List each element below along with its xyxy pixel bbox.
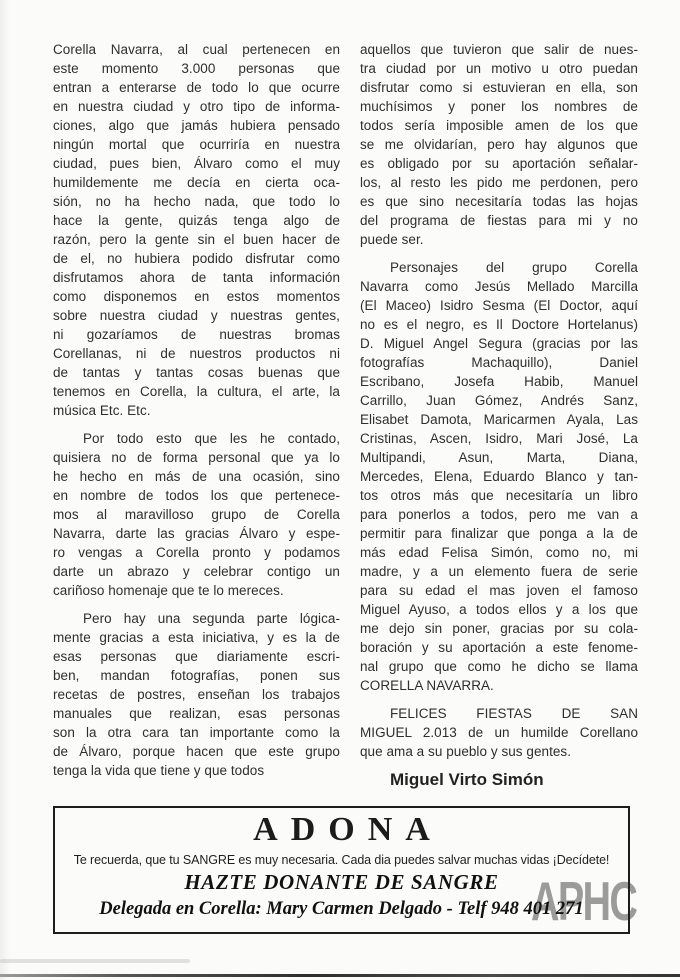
text-line: disfrutar como si estuvieran en ella, son (360, 80, 638, 95)
text-line: Cristinas, Ascen, Isidro, Mari José, La (360, 431, 638, 446)
text-line: de Álvaro, porque hacen que este grupo (53, 744, 340, 759)
text-line: ningún mortal que ocurriría en nuestra (53, 137, 340, 152)
text-line: se me olvidarían, pero hay algunos que (360, 137, 638, 152)
text-line: para ponerlos a todos, pero me van a (360, 507, 638, 522)
text-line: del programa de fiestas para mi y no (360, 213, 638, 228)
text-line: boración y su aportación a este fenome- (360, 640, 638, 655)
text-line: Multipandi, Asun, Marta, Diana, (360, 450, 638, 465)
text-line: tos otros más que necesitaría un libro (360, 488, 638, 503)
text-line: muchísimos y poner los nombres de (360, 99, 638, 114)
text-line: que ama a su pueblo y sus gentes. (360, 744, 572, 759)
text-line: recetas de postres, enseñan los trabajos (53, 687, 340, 702)
paragraph (53, 429, 340, 600)
text-line: Corella Navarra, al cual pertenecen en (53, 42, 340, 57)
text-line: es obligado por su aportación señalar- (360, 156, 638, 171)
text-line: sobre nuestra ciudad y nuestras gentes, (53, 308, 340, 323)
text-line: MIGUEL 2.013 de un humilde Corellano (360, 725, 638, 740)
text-line: ro vengas a Corella pronto y podamos (53, 545, 340, 560)
author-signature: Miguel Virto Simón (390, 770, 544, 789)
text-line: Navarra, darte las gracias Álvaro y espe- (53, 526, 340, 541)
text-line: CORELLA NAVARRA. (360, 678, 494, 693)
text-line: ni gozaríamos de nuestras bromas (53, 327, 340, 342)
text-line: tra ciudad por un motivo u otro puedan (360, 61, 638, 76)
text-line: en nuestra ciudad y otro tipo de informa- (53, 99, 340, 114)
text-line: como disponemos en estos momentos (53, 289, 340, 304)
text-line: FELICES FIESTAS DE SAN (390, 706, 638, 721)
text-line: son la otra cara tan importante como la (53, 725, 340, 740)
text-line: este momento 3.000 personas que (53, 61, 340, 76)
paragraph (360, 258, 638, 695)
text-line: música Etc. Etc. (53, 403, 151, 418)
text-line: Carrillo, Juan Gómez, Andrés Sanz, (360, 393, 638, 408)
text-line: fotografías Machaquillo), Daniel (360, 355, 638, 370)
text-line: es que sino necesitaría todas las hojas (360, 194, 638, 209)
paragraph (360, 40, 638, 249)
text-line: en nombre de todos los que pertenece- (53, 488, 340, 503)
text-line: Escribano, Josefa Habib, Manuel (360, 374, 638, 389)
text-line: Elisabet Damota, Maricarmen Ayala, Las (360, 412, 638, 427)
text-line: tenemos en Corella, la cultura, el arte, la (53, 384, 340, 399)
text-line: entran a enterarse de todo lo que ocurre (53, 80, 340, 95)
text-line: razón, pero la gente sin el buen hacer de (53, 232, 340, 247)
text-line: Navarra como Jesús Mellado Marcilla (360, 279, 638, 294)
text-line: sión, no ha hecho nada, que todo lo (53, 194, 340, 209)
ad-delegate-contact-line: Delegada en Corella: Mary Carmen Delgado - Telf 948 401 271 (99, 899, 584, 919)
aphc-watermark-stamp: APHC (531, 870, 637, 932)
text-line: más edad Felisa Simón, como no, mi (360, 545, 638, 560)
scan-artifact-bottom-edge (0, 974, 680, 977)
text-line: Mercedes, Elena, Eduardo Blanco y tan- (360, 469, 638, 484)
text-line: Pero hay una segunda parte lógica- (83, 611, 340, 626)
text-line: darte un abrazo y celebrar contigo un (53, 564, 340, 579)
text-line: hace la gente, quizás tenga algo de (53, 213, 340, 228)
text-line: mos al maravilloso grupo de Corella (53, 507, 340, 522)
text-line: disfrutamos ahora de tanta información (53, 270, 340, 285)
text-line: humildemente me decía en cierta oca- (53, 175, 340, 190)
ad-reminder-text: Te recuerda, que tu SANGRE es muy necesaria. Cada dia puedes salvar muchas vidas ¡Decídete! (73, 853, 610, 867)
text-line: de el, no hubiera podido disfrutar como (53, 251, 340, 266)
text-line: aquellos que tuvieron que salir de nues- (360, 42, 638, 57)
text-line: mente gracias a esta iniciativa, y es la de (53, 630, 340, 645)
text-line: nal grupo que como he dicho se llama (360, 659, 638, 674)
text-line: cariñoso homenaje que te lo mereces. (53, 583, 284, 598)
text-line: D. Miguel Angel Segura (gracias por las (360, 336, 638, 351)
text-line: ciones, algo que jamás hubiera pensado (53, 118, 340, 133)
ad-slogan-text: HAZTE DONANTE DE SANGRE (184, 870, 499, 894)
text-line: esas personas que diariamente escri- (53, 649, 340, 664)
paragraph (53, 609, 340, 780)
paragraph (53, 40, 340, 420)
text-line: ben, mandan fotografías, ponen sus (53, 668, 340, 683)
text-line: madre, y a un elemento fuera de serie (360, 564, 638, 579)
text-line: los, al resto les pido me perdonen, pero (360, 175, 638, 190)
text-line: Personajes del grupo Corella (390, 260, 638, 275)
text-line: quisiera no de forma personal que ya lo (53, 450, 340, 465)
text-line: todos sería imposible amen de los que (360, 118, 638, 133)
right-text-column (360, 40, 638, 790)
text-line: permitir para finalizar que ponga a la de (360, 526, 638, 541)
text-line: he hecho en más de una ocasión, sino (53, 469, 340, 484)
left-text-column (53, 40, 340, 789)
blood-donation-ad-box (53, 806, 630, 934)
text-line: manuales que realizan, esas personas (53, 706, 340, 721)
text-line: (El Maceo) Isidro Sesma (El Doctor, aquí (360, 298, 638, 313)
text-line: Corellanas, ni de nuestros productos ni (53, 346, 340, 361)
text-line: Por todo esto que les he contado, (83, 431, 340, 446)
text-line: tenga la vida que tiene y que todos (53, 763, 265, 778)
text-line: me dejo sin poner, gracias por su cola- (360, 621, 638, 636)
text-line: ciudad, pues bien, Álvaro como el muy (53, 156, 340, 171)
scan-artifact-smudge (0, 959, 190, 963)
text-line: de tantas y tantas cosas buenas que (53, 365, 340, 380)
text-line: para su edad el mas joven el famoso (360, 583, 638, 598)
text-line: puede ser. (360, 232, 424, 247)
paragraph (360, 704, 638, 761)
text-line: Miguel Ayuso, a todos ellos y a los que (360, 602, 638, 617)
ad-title-adona: ADONA (253, 811, 443, 848)
text-line: no es el negro, es Il Doctore Hortelanus) (360, 317, 638, 332)
